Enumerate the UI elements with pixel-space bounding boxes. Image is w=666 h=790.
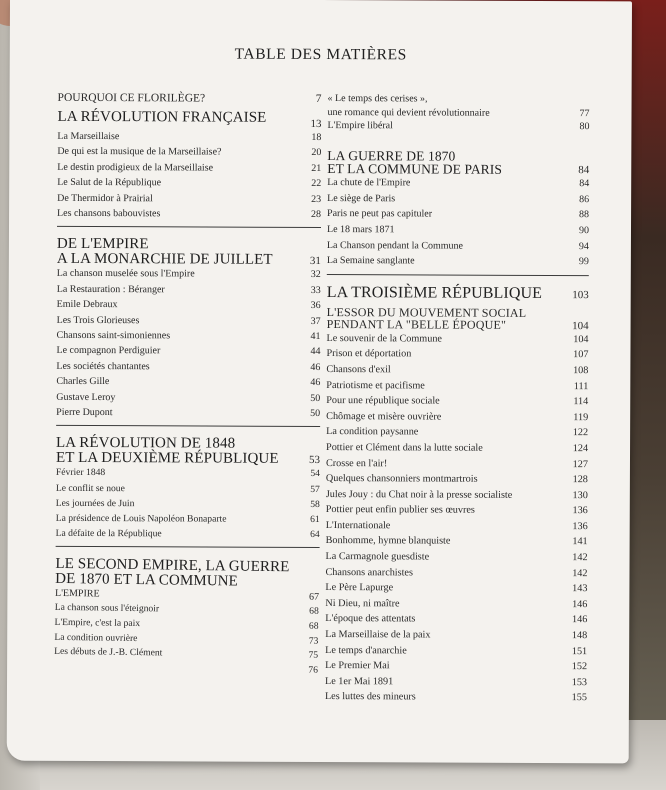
toc-entry[interactable]: Pottier peut enfin publier ses œuvres 136	[325, 504, 588, 517]
toc-entry[interactable]: La chanson sous l'éteignoir 68	[54, 602, 319, 618]
toc-entry[interactable]: Les luttes des mineurs 155	[324, 691, 587, 704]
toc-entry[interactable]: Les débuts de J.-B. Clément 75	[54, 646, 319, 662]
chapter-heading: LA GUERRE DE 1870 ET LA COMMUNE DE PARIS	[327, 147, 503, 177]
chapter-page: 53	[308, 454, 321, 467]
toc-entry[interactable]: Ni Dieu, ni maître 146	[325, 597, 588, 611]
toc-entry[interactable]: Jules Jouy : du Chat noir à la presse socialiste 130	[325, 488, 588, 501]
chapter-page: 103	[572, 288, 589, 301]
toc-entry[interactable]: Patriotisme et pacifisme 111	[326, 379, 589, 392]
toc-entry[interactable]: Février 1848 54	[55, 467, 320, 480]
toc-entry[interactable]: Pierre Dupont 50	[56, 406, 321, 420]
toc-entry[interactable]: Le temps d'anarchie 151	[325, 644, 588, 657]
section-heading	[327, 306, 589, 332]
toc-entry[interactable]: Les Trois Glorieuses 37	[56, 314, 321, 327]
toc-entry[interactable]: Le Salut de la République 22	[57, 176, 322, 190]
divider	[56, 425, 320, 427]
toc-entry[interactable]: Bonhomme, hymne blanquiste 141	[325, 535, 588, 548]
chapter-heading: LE SECOND EMPIRE, LA GUERRE DE 1870 ET LA COMMUNE	[55, 556, 290, 590]
toc-entry[interactable]: La Carmagnole guesdiste 142	[325, 551, 588, 564]
page-title: TABLE DES MATIÈRES	[234, 45, 407, 64]
entry-page: 7	[315, 92, 322, 106]
toc-entry[interactable]	[58, 91, 322, 108]
toc-entry[interactable]: L'EMPIRE 67	[54, 588, 320, 604]
toc-entry[interactable]: Crosse en l'air! 127	[325, 457, 589, 470]
entry-label: POURQUOI CE FLORILÈGE?	[57, 91, 206, 105]
toc-entry[interactable]: Paris ne peut pas capituler 88	[327, 208, 590, 221]
toc-entry[interactable]: Les journées de Juin 58	[55, 497, 320, 510]
toc-entry[interactable]: L'Empire libéral 80	[327, 120, 590, 133]
toc-entry[interactable]: La condition ouvrière 73	[54, 631, 319, 647]
toc-entry[interactable]: La chanson muselée sous l'Empire 32	[56, 268, 321, 281]
section-page: 104	[572, 319, 589, 332]
chapter-guerre-1870	[327, 149, 590, 276]
toc-entry[interactable]: De Thermidor à Prairial 23	[57, 192, 322, 205]
toc-entry[interactable]: L'époque des attentats 146	[325, 613, 588, 626]
toc-entry[interactable]: Chômage et misère ouvrière 119	[326, 410, 589, 423]
toc-entry[interactable]: La condition paysanne 122	[326, 426, 589, 439]
toc-entry[interactable]: Le Premier Mai 152	[325, 660, 588, 673]
toc-entry[interactable]: L'Empire, c'est la paix 68	[54, 617, 319, 633]
chapter-page: 31	[309, 255, 321, 268]
toc-entry[interactable]: De qui est la musique de la Marseillaise? 20	[57, 146, 322, 159]
toc-entry[interactable]: Les chansons babouvistes 28	[57, 207, 322, 220]
toc-entry[interactable]: une romance qui devient révolutionnaire 77	[327, 106, 590, 119]
toc-entry[interactable]: Gustave Leroy 50	[56, 391, 321, 404]
toc-entry[interactable]: La Restauration : Béranger 33	[56, 283, 321, 296]
chapter-troisieme-republique	[325, 285, 589, 706]
toc-entry[interactable]: Le siège de Paris 86	[327, 192, 590, 205]
toc-entry[interactable]: Les sociétés chantantes 46	[56, 360, 321, 373]
toc-entry[interactable]: La Semaine sanglante 99	[326, 255, 589, 268]
toc-entry[interactable]: Le 18 mars 1871 90	[326, 223, 590, 237]
toc-entry[interactable]: 76	[308, 664, 318, 676]
toc-entry[interactable]: Emile Debraux 36	[56, 299, 321, 312]
toc-entry[interactable]: Pottier et Clément dans la lutte sociale 124	[326, 441, 589, 455]
toc-entry[interactable]: Chansons anarchistes 142	[325, 566, 588, 579]
toc-entry[interactable]: La Chanson pendant la Commune 94	[326, 239, 589, 252]
chapter-page: 84	[578, 164, 590, 177]
toc-entry[interactable]: La Marseillaise 18	[57, 130, 322, 143]
book-page	[7, 0, 632, 763]
chapter-heading: LA RÉVOLUTION FRANÇAISE	[57, 109, 267, 127]
toc-entry[interactable]: La défaite de la République 64	[55, 528, 320, 541]
toc-entry[interactable]: Le compagnon Perdiguier 44	[56, 345, 321, 358]
chapter-heading: LA RÉVOLUTION DE 1848 ET LA DEUXIÈME RÉPUBLIQUE	[55, 435, 279, 467]
toc-entry[interactable]: La Marseillaise de la paix 148	[325, 629, 588, 642]
chapter-page: 13	[310, 117, 322, 130]
chapter-empire-monarchie	[56, 237, 321, 427]
toc-entry[interactable]: « Le temps des cerises »,	[327, 93, 428, 105]
toc-entry[interactable]: Le destin prodigieux de la Marseillaise 21	[57, 161, 322, 174]
chapter-second-empire	[54, 557, 320, 678]
toc-entry[interactable]: Quelques chansonniers montmartrois 128	[325, 473, 588, 486]
toc-entry[interactable]: La présidence de Louis Napoléon Bonaparte 61	[55, 512, 320, 526]
section-heading-text: L'ESSOR DU MOUVEMENT SOCIAL PENDANT LA "BELLE ÉPOQUE"	[326, 304, 527, 333]
continued-entries	[327, 92, 589, 134]
toc-entry[interactable]: Le 1er Mai 1891 153	[325, 675, 588, 688]
toc-entry[interactable]: Le conflit se noue 57	[55, 482, 320, 495]
toc-entry[interactable]: Le souvenir de la Commune 104	[326, 332, 589, 345]
toc-entry[interactable]: La chute de l'Empire 84	[327, 177, 590, 190]
toc-entry[interactable]: Charles Gille 46	[56, 376, 321, 389]
chapter-heading: LA TROISIÈME RÉPUBLIQUE	[326, 283, 543, 302]
chapter-revolution-francaise	[57, 110, 322, 228]
divider	[57, 226, 321, 228]
toc-entry[interactable]: L'Internationale 136	[325, 519, 588, 533]
toc-entry[interactable]: Pour une république sociale 114	[326, 395, 589, 408]
chapter-revolution-1848	[56, 436, 320, 548]
toc-entry[interactable]: Chansons d'exil 108	[326, 363, 589, 377]
divider	[56, 546, 320, 548]
divider	[327, 274, 589, 276]
toc-entry[interactable]: Le Père Lapurge 143	[325, 582, 588, 595]
left-column	[55, 91, 322, 676]
toc-entry[interactable]: Chansons saint-simoniennes 41	[56, 329, 321, 342]
chapter-heading: DE L'EMPIRE A LA MONARCHIE DE JUILLET	[56, 236, 273, 268]
toc-entry[interactable]: Prison et déportation 107	[326, 348, 589, 361]
right-column	[325, 92, 590, 706]
